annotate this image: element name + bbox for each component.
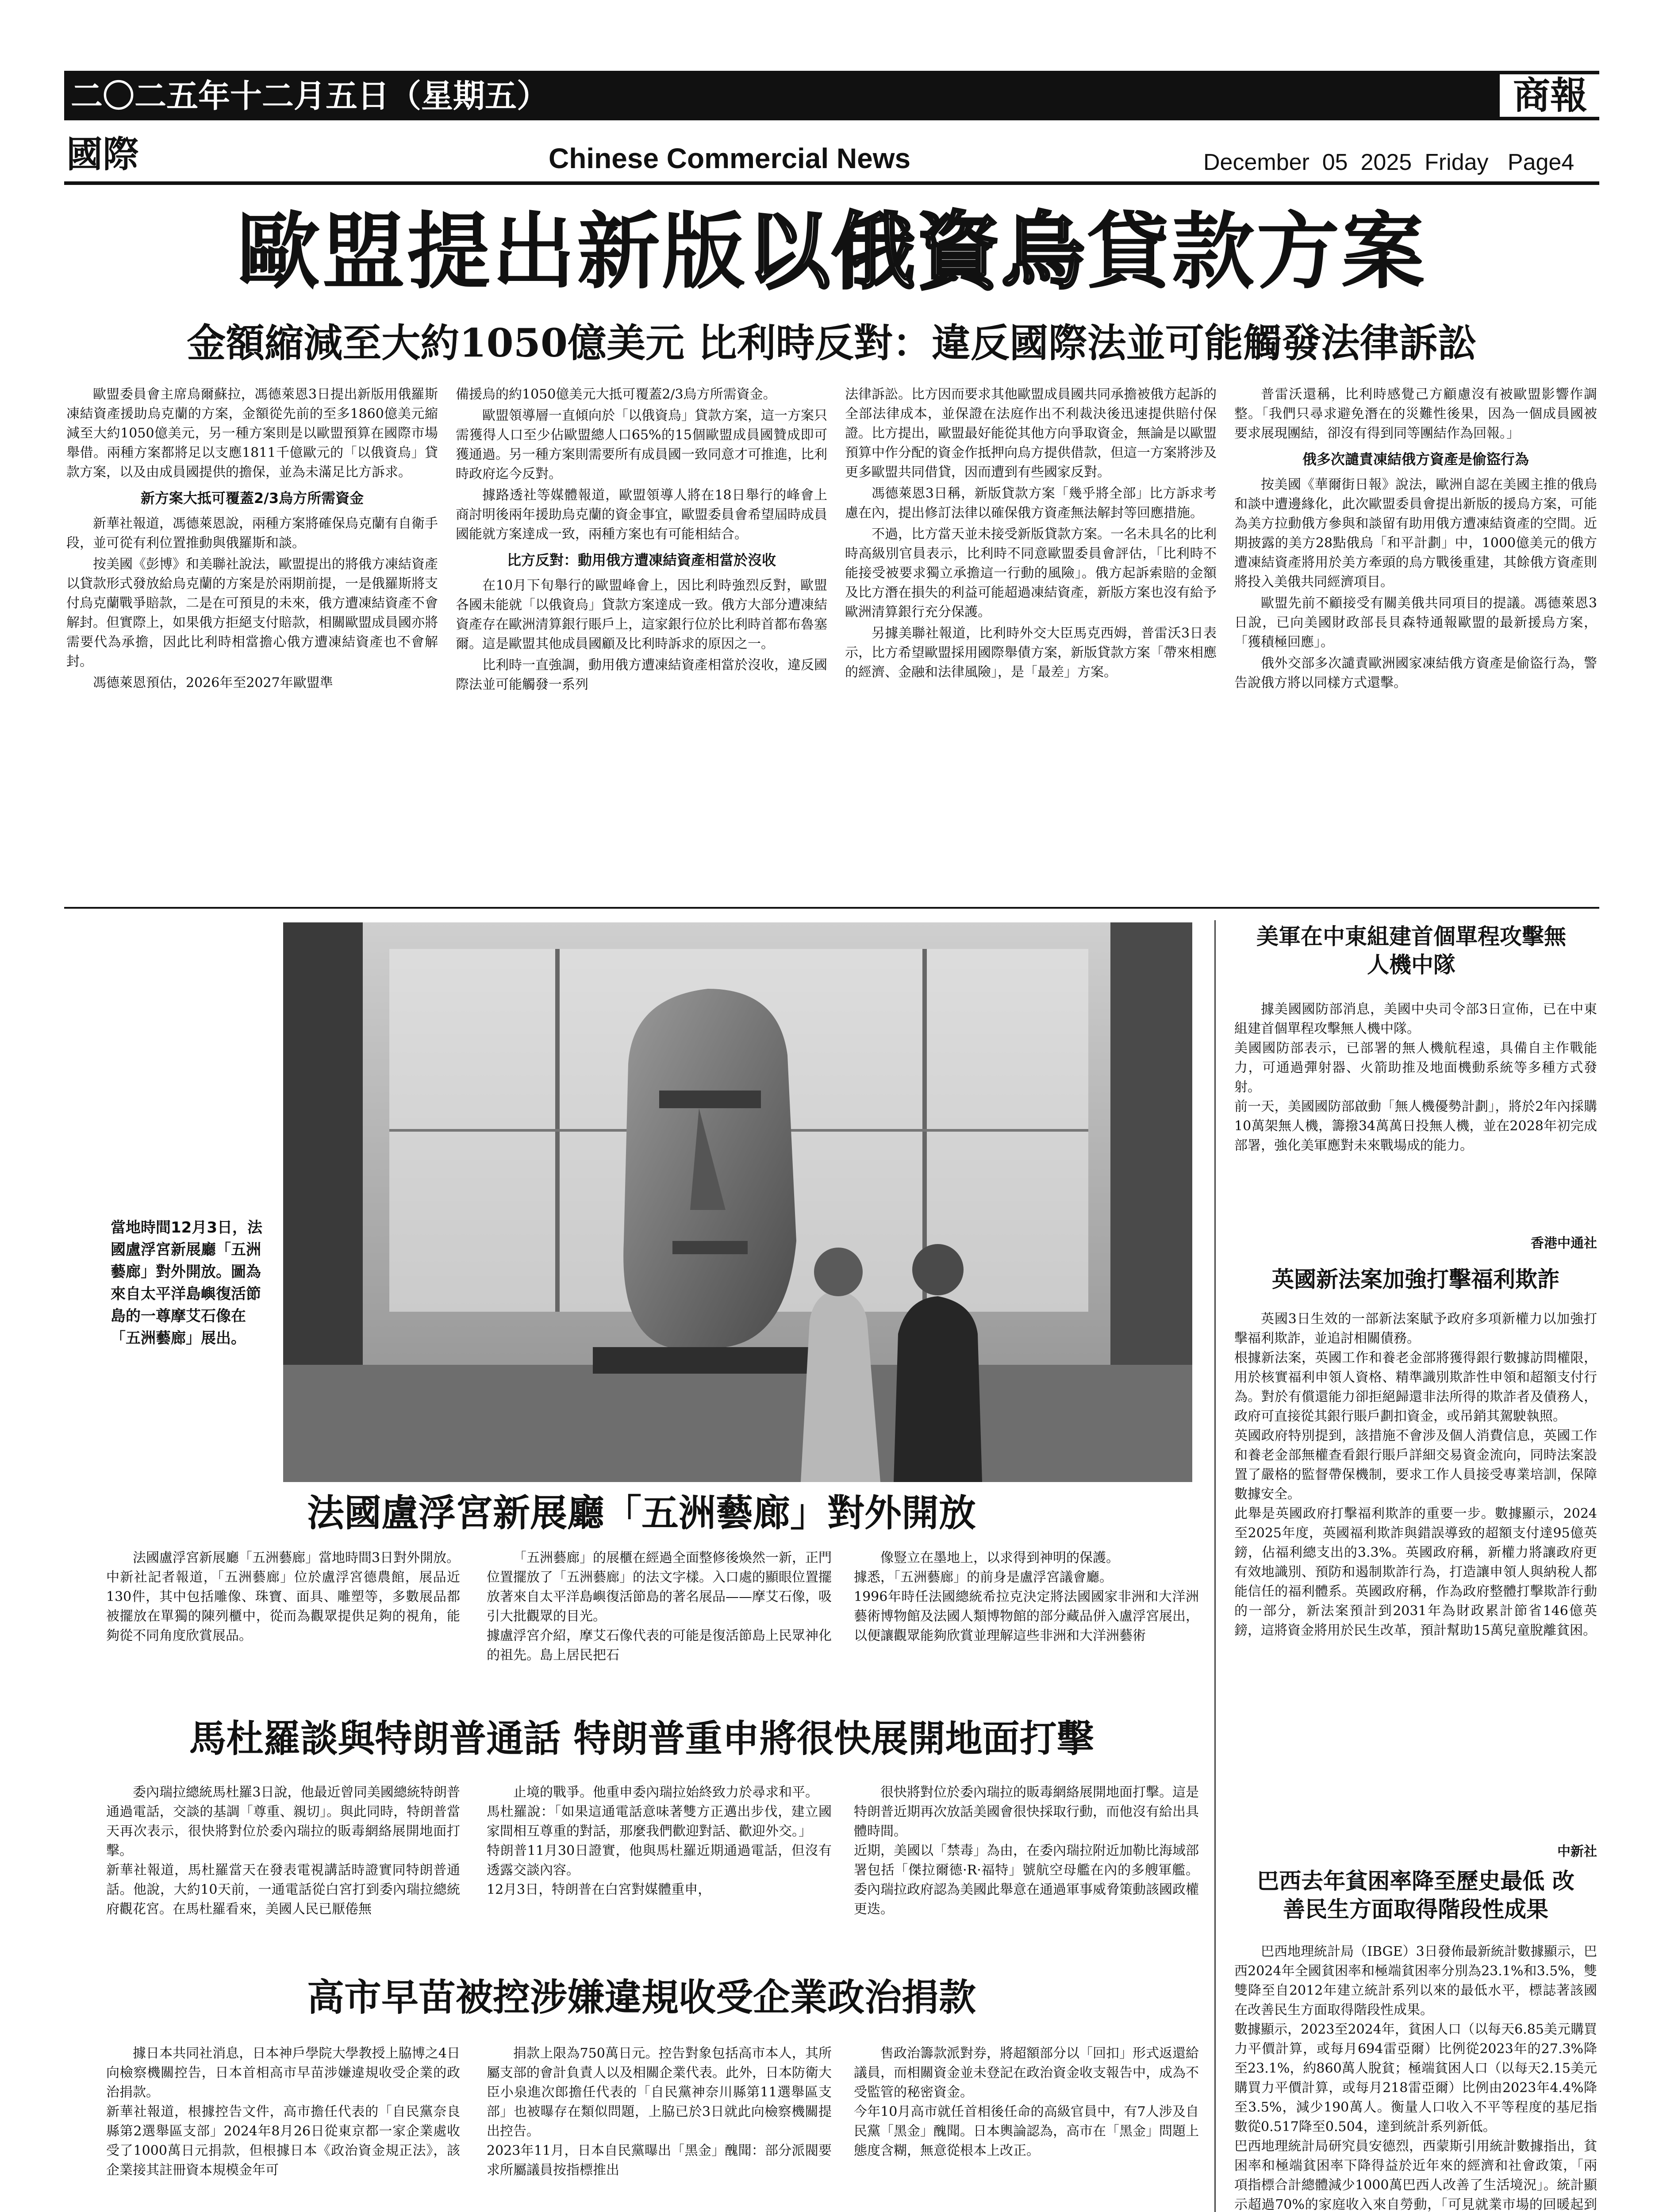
masthead-brand: 商報 [1500,74,1601,117]
sidebar-divider [1214,920,1216,2212]
masthead-date-zh: 二〇二五年十二月五日（星期五） [71,77,549,115]
lead-paragraph: 按美國《華爾街日報》說法，歐洲自認在美國主推的俄烏和談中遭邊緣化，此次歐盟委員會提出新版的援烏方案，可能為美方拉動俄方參與和談留有助用俄方遭凍結資產的空間。近期披露的美方28點俄烏「和平計劃」中，1000億美元的俄方遭凍結資產將用於美方牽頭的烏方戰後重建，其餘俄方資產則將投入美俄共同經濟項目。 [1234,477,1597,590]
lead-paragraph: 按美國《彭博》和美聯社說法，歐盟提出的將俄方凍結資產以貸款形式發放給烏克蘭的方案是於兩期前提，一是俄羅斯將支付烏克蘭戰爭賠款，二是在可預見的未來，俄方遭凍結資產不會解封。但實際上，如果俄方拒絕支付賠款，相關歐盟成員國亦將需要代為承擔，因此比利時相當擔心俄方遭凍結資產也不會解封。 [66,557,438,669]
visitor-man [894,1296,982,1482]
lead-headline-part-c: 貸款方案 [1087,204,1426,300]
lead-paragraph: 普雷沃還稱，比利時感覺己方顧慮沒有被歐盟影響作調整。「我們只尋求避免潛在的災難性後果，因為一個成員國被要求展現團結，卻沒有得到同等團結作為回報。」 [1234,387,1597,441]
sidebar-brazil-headline: 巴西去年貧困率降至歷史最低 改善民生方面取得階段性成果 [1257,1868,1575,1922]
photo-moai-scene [283,922,1192,1482]
lead-column-4 [1234,385,1597,894]
louvre-column-1: 法國盧浮宮新展廳「五洲藝廊」當地時間3日對外開放。 中新社記者報道，「五洲藝廊」位於盧浮宮德農館，展品近130件，其中包括雕像、珠寶、面具、雕塑等，多數展品都被擺放在單獨的陳列櫃中，從而為觀眾提供足夠的視角，能夠從不同角度欣賞展品。 [106,1550,460,1644]
lead-subhead: 俄多次譴責凍結俄方資產是偷盜行為 [1302,451,1529,468]
lead-column-2 [456,385,827,894]
lead-paragraph: 法律訴訟。比方因而要求其他歐盟成員國共同承擔被俄方起訴的全部法律成本，並保證在法庭作出不利裁決後迅速提供賠付保證。比方提出，歐盟最好能從其他方向爭取資金，無論是以歐盟預算中作分配的資金作抵押向烏方提供借款，但這一方案將涉及更多歐盟共同借貸，因而遭到有些國家反對。 [845,387,1217,480]
sidebar-us-byline: 香港中通社 [1531,1236,1597,1251]
takaichi-headline: 高市早苗被控涉嫌違規收受企業政治捐款 [307,1976,976,2019]
lead-headline [66,204,1597,301]
lead-subhead: 新方案大抵可覆蓋2/3烏方所需資金 [140,490,364,507]
lead-paragraph: 據路透社等媒體報道，歐盟領導人將在18日舉行的峰會上商討明後兩年援助烏克蘭的資金事宜，歐盟委員會希望屆時成員國能就方案達成一致，兩種方案也有可能相結合。 [456,488,827,542]
section-label: 國際 [66,134,139,176]
lead-paragraph: 歐盟領導層一直傾向於「以俄資烏」貸款方案，這一方案只需獲得人口至少佔歐盟總人口65%的15個歐盟成員國贊成即可獲通過。另一種方案則需要所有成員國一致同意才可推進，比利時政府迄今反對。 [456,408,827,482]
lead-headline-outline: 以俄資烏 [747,204,1087,300]
maduro-column-1: 委內瑞拉總統馬杜羅3日說，他最近曾同美國總統特朗普通過電話，交談的基調「尊重、親切」。與此同時，特朗普當天再次表示，很快將對位於委內瑞拉的販毒網絡展開地面打擊。 新華社報道，馬杜羅當天在發表電視講話時證實同特朗普通話。他說，大約10天前，一通電話從白宮打到委內瑞拉總統府觀花宮。在馬杜羅看來，美國人民已厭倦無 [106,1785,460,1917]
sidebar-uk-body: 英國3日生效的一部新法案賦予政府多項新權力以加強打擊福利欺詐，並追討相關債務。 根據新法案，英國工作和養老金部將獲得銀行數據訪問權限，用於核實福利申領人資格、精準識別欺詐性申領和超額支付行為。對於有償還能力卻拒絕歸還非法所得的欺詐者及債務人，政府可直接從其銀行賬戶劃扣資金，或吊銷其駕駛執照。 英國政府特別提到，該措施不會涉及個人消費信息，英國工作和養老金部無權查看銀行賬戶詳細交易資金流向，同時法案設置了嚴格的監督帶保機制，要求工作人員接受專業培訓，保障數據安全。 此舉是英國政府打擊福利欺詐的重要一步。數據顯示，2024至2025年度，英國福利欺詐與錯誤導致的超額支付達95億英鎊，佔福利總支出的3.3%。英國政府稱，新權力將讓政府更有效地識別、預防和遏制欺詐行為，打造讓申領人與納稅人都能信任的福利體系。英國政府稱，作為政府整體打擊欺詐行動的一部分，新法案預計到2031年為財政累計節省146億英鎊，這將資金將用於民生改革，預計幫助15萬兒童脫離貧困。 [1234,1311,1597,1638]
lead-paragraph: 馮德萊恩3日稱，新版貸款方案「幾乎將全部」比方訴求考慮在內，提出修訂法律以確保俄方資產無法解封等回應措施。 [845,486,1217,521]
lead-paragraph: 新華社報道，馮德萊恩說，兩種方案將確保烏克蘭有自衛手段，並可從有利位置推動與俄羅斯和談。 [66,516,438,551]
sidebar-us-body: 據美國國防部消息，美國中央司令部3日宣佈，已在中東組建首個單程攻擊無人機中隊。 美國國防部表示，已部署的無人機航程遠，具備自主作戰能力，可通過彈射器、火箭助推及地面機動系統等多種方式發射。 前一天，美國國防部啟動「無人機優勢計劃」，將於2年內採購10萬架無人機，籌撥34萬萬日投無人機，並在2028年初完成部署，強化美軍應對未來戰場成的能力。 [1234,1002,1597,1153]
lead-paragraph: 歐盟先前不顧接受有關美俄共同項目的提議。馮德萊恩3日說，已向美國財政部長貝森特通報歐盟的最新援烏方案，「獲積極回應」。 [1234,595,1597,650]
maduro-column-2: 止境的戰爭。他重申委內瑞拉始終致力於尋求和平。 馬杜羅說：「如果這通電話意味著雙方正邁出步伐，建立國家間相互尊重的對話，那麼我們歡迎對話、歡迎外交。」 特朗普11月30日證實，他與馬杜羅近期通過電話，但沒有透露交談內容。 12月3日，特朗普在白宮對媒體重申， [487,1785,832,1897]
lead-subhead: 比方反對：動用俄方遭凍結資產相當於沒收 [507,552,776,568]
lead-paragraph: 不過，比方當天並未接受新版貸款方案。一名未具名的比利時高級別官員表示，比利時不同意歐盟委員會評估，「比利時不能接受被要求獨立承擔這一行動的風險」。俄方起訴索賠的金額及比方潛在損失的利益可能超過凍結資產，新版方案也沒有給予歐洲清算銀行充分保護。 [845,526,1217,620]
lead-bottom-rule [64,907,1599,909]
takaichi-column-3: 售政治籌款派對券，將超額部分以「回扣」形式返還給議員，而相關資金並未登記在政治資金收支報告中，成為不受監管的秘密資金。 今年10月高市就任首相後任命的高級官員中，有7人涉及自民黨「黑金」醜聞。日本輿論認為，高市在「黑金」問題上態度含糊，無意從根本上改正。 [854,2046,1199,2158]
lead-headline-part-a: 歐盟提出新版 [237,204,747,300]
lead-column-1 [66,385,438,894]
takaichi-column-2: 捐款上限為750萬日元。控告對象包括高市本人，其所屬支部的會計負責人以及相關企業代表。此外，日本防衛大臣小泉進次郎擔任代表的「自民黨神奈川縣第11選舉區支部」也被曝存在類似問題，上脇已於3日就此向檢察機關提出控告。 2023年11月，日本自民黨曝出「黑金」醜聞：部分派閥要求所屬議員按指標推出 [487,2046,832,2178]
louvre-column-3: 像豎立在墨地上，以求得到神明的保護。 據悉，「五洲藝廊」的前身是盧浮宮議會廳。 1996年時任法國總統希拉克決定將法國國家非洲和大洋洲藝術博物館及法國人類博物館的部分藏品併入盧浮宮展出，以便讓觀眾能夠欣賞並理解這些非洲和大洋洲藝術 [854,1550,1199,1644]
lead-paragraph: 馮德萊恩預估，2026年至2027年歐盟準 [93,675,333,691]
sidebar-uk-headline: 英國新法案加強打擊福利欺詐 [1272,1267,1559,1292]
masthead-rule [64,181,1599,185]
lead-column-3 [845,385,1217,894]
photo-caption: 當地時間12月3日，法國盧浮宮新展廳「五洲藝廊」對外開放。圖為來自太平洋島嶼復活節島的一尊摩艾石像在「五洲藝廊」展出。 [111,1219,262,1347]
takaichi-column-1: 據日本共同社消息，日本神戶學院大學教授上脇博之4日向檢察機關控告，日本首相高市早苗涉嫌違規收受企業的政治捐款。 新華社報道，根據控告文件，高市擔任代表的「自民黨奈良縣第2選舉區支部」2024年8月26日從東京都一家企業處收受了1000萬日元捐款，但根據日本《政治資金規正法》，該企業接其註冊資本規模金年可 [106,2046,460,2178]
lead-paragraph: 歐盟委員會主席烏爾蘇拉，馮德萊恩3日提出新版用俄羅斯凍結資產援助烏克蘭的方案，金額從先前的至多1860億美元縮減至大約1050億美元，另一種方案則是以歐盟預算在國際市場舉借。兩種方案都將足以支應1811千億歐元的「以俄資烏」貸款方案，以及由成員國提供的擔保，並為未滿足比方訴求。 [66,387,438,480]
lead-paragraph: 備援烏的約1050億美元大抵可覆蓋2/3烏方所需資金。 [456,387,776,402]
paper-name-en: Chinese Commercial News [549,142,911,174]
masthead-date-en: December 05 2025 Friday Page4 [1203,150,1575,175]
lead-paragraph: 在10月下旬舉行的歐盟峰會上，因比利時強烈反對，歐盟各國未能就「以俄資烏」貸款方案達成一致。俄方大部分遭凍結資產存在歐洲清算銀行賬戶上，這家銀行位於比利時首都布魯塞爾。這是歐盟其他成員國顧及比利時訴求的原因之一。 [456,578,827,652]
lead-paragraph: 俄外交部多次譴責歐洲國家凍結俄方資產是偷盜行為，警告說俄方將以同樣方式還擊。 [1234,656,1597,691]
sidebar-uk-byline: 中新社 [1557,1844,1597,1859]
maduro-headline: 馬杜羅談與特朗普通話 特朗普重申將很快展開地面打擊 [189,1717,1094,1760]
news-photo [283,922,1192,1482]
maduro-column-3: 很快將對位於委內瑞拉的販毒網絡展開地面打擊。這是特朗普近期再次放話美國會很快採取行動，而他沒有給出具體時間。 近期，美國以「禁毒」為由，在委內瑞拉附近加勒比海域部署包括「傑拉爾德·R·福特」號航空母艦在內的多艘軍艦。委內瑞拉政府認為美國此舉意在通過軍事威脅策動該國政權更迭。 [854,1785,1199,1917]
sidebar-brazil-body: 巴西地理統計局（IBGE）3日發佈最新統計數據顯示，巴西2024年全國貧困率和極端貧困率分別為23.1%和3.5%，雙雙降至自2012年建立統計系列以來的最低水平，標誌著該國在改善民生方面取得階段性成果。 數據顯示，2023至2024年，貧困人口（以每天6.85美元購買力平價計算，或每月694雷亞爾）比例從2023年的27.3%降至23.1%，約860萬人脫貧；極端貧困人口（以每天2.15美元購買力平價計算，或每月218雷亞爾）比例由2023年4.4%降至3.5%，減少190萬人。衡量人口收入不平等程度的基尼指數從0.517降至0.504，達到統計系列新低。 巴西地理統計局研究員安德烈，西蒙斯引用統計數據指出，貧困率和極端貧困率下降得益於近年來的經濟和社會政策，「兩項指標合計總體減少1000萬巴西人改善了生活境況」。統計顯示超過70%的家庭收入來自勞動，「可見就業市場的回暖起到 [1234,1944,1597,2212]
sidebar-us-headline: 美軍在中東組建首個單程攻擊無人機中隊 [1256,924,1566,978]
louvre-headline: 法國盧浮宮新展廳「五洲藝廊」對外開放 [307,1491,976,1535]
louvre-column-2: 「五洲藝廊」的展櫃在經過全面整修後煥然一新，正門位置擺放了「五洲藝廊」的法文字樣。入口處的顯眼位置擺放著來自太平洋島嶼復活節島的著名展品——摩艾石像，吸引大批觀眾的目光。 據盧浮宮介紹，摩艾石像代表的可能是復活節島上民眾神化的祖先。島上居民把石 [487,1550,832,1663]
lead-subheadline: 金額縮減至大約1050億美元 比利時反對：違反國際法並可能觸發法律訴訟 [187,320,1477,366]
lead-paragraph: 另據美聯社報道，比利時外交大臣馬克西姆，普雷沃3日表示，比方希望歐盟採用國際舉債方案，新版貸款方案「帶來相應的經濟、金融和法律風險」，是「最差」方案。 [845,626,1217,680]
lead-paragraph: 比利時一直強調，動用俄方遭凍結資產相當於沒收，違反國際法並可能觸發一系列 [456,657,827,692]
